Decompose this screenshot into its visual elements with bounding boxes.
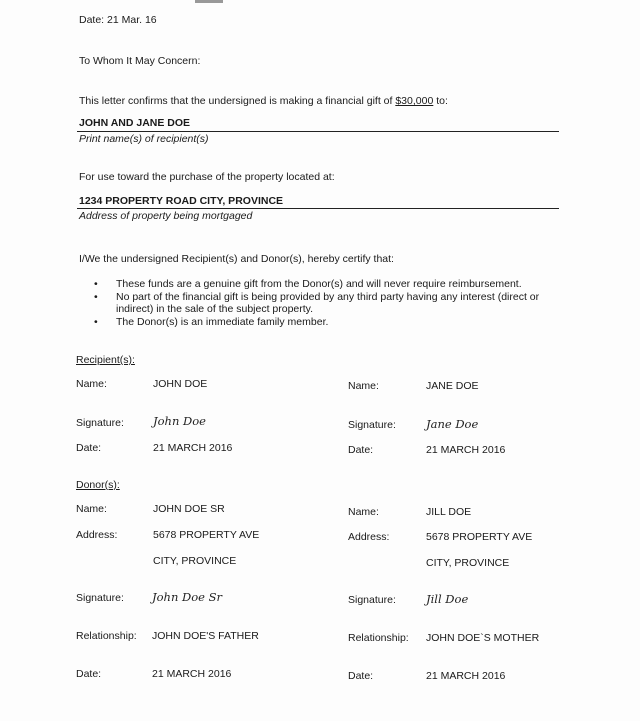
recipient-date-label: Date: <box>348 444 374 456</box>
donors-heading: Donor(s): <box>76 479 120 491</box>
donor-right-relationship: JOHN DOE`S MOTHER <box>426 632 540 644</box>
list-item: • The Donor(s) is an immediate family member. <box>94 316 564 329</box>
certification-list <box>94 278 564 328</box>
donor-left-address-line2: CITY, PROVINCE <box>153 555 237 567</box>
recipient-names-value: JOHN AND JANE DOE <box>79 117 191 129</box>
donor-relationship-label: Relationship: <box>76 630 137 642</box>
recipients-heading: Recipient(s): <box>76 354 135 366</box>
recipient-signature-label: Signature: <box>76 417 124 429</box>
gift-amount: $30,000 <box>395 95 434 107</box>
donor-left-relationship: JOHN DOE'S FATHER <box>152 630 259 642</box>
donor-name-label: Name: <box>76 503 107 515</box>
gift-statement <box>79 95 448 107</box>
recipient-left-name: JOHN DOE <box>153 378 208 390</box>
donor-name-label: Name: <box>348 506 379 518</box>
letter-date: Date: 21 Mar. 16 <box>79 14 157 26</box>
donor-left-date: 21 MARCH 2016 <box>152 668 232 680</box>
salutation: To Whom It May Concern: <box>79 55 201 67</box>
recipient-signature-label: Signature: <box>348 419 396 431</box>
recipient-left-signature: John Doe <box>153 414 206 428</box>
recipient-name-label: Name: <box>76 378 107 390</box>
property-address-value: 1234 PROPERTY ROAD CITY, PROVINCE <box>79 195 284 207</box>
donor-signature-label: Signature: <box>76 592 124 604</box>
recipient-right-date: 21 MARCH 2016 <box>426 444 506 456</box>
recipient-left-date: 21 MARCH 2016 <box>153 442 233 454</box>
property-intro: For use toward the purchase of the property located at: <box>79 171 335 183</box>
property-address-rule <box>77 208 559 209</box>
recipient-name-label: Name: <box>348 380 379 392</box>
donor-right-address-line2: CITY, PROVINCE <box>426 557 510 569</box>
donor-date-label: Date: <box>348 670 374 682</box>
gift-statement-prefix: This letter confirms that the undersigned is making a financial gift of <box>79 95 396 107</box>
gift-statement-suffix: to: <box>433 95 448 107</box>
recipient-names-rule <box>77 131 559 132</box>
recipient-date-label: Date: <box>76 442 102 454</box>
donor-right-name: JILL DOE <box>426 506 472 518</box>
donor-relationship-label: Relationship: <box>348 632 409 644</box>
recipient-right-signature: Jane Doe <box>426 417 479 431</box>
donor-right-date: 21 MARCH 2016 <box>426 670 506 682</box>
donor-signature-label: Signature: <box>348 594 396 606</box>
donor-address-label: Address: <box>348 531 390 543</box>
header-mark <box>195 0 223 3</box>
donor-left-address-line1: 5678 PROPERTY AVE <box>153 529 260 541</box>
list-item: • These funds are a genuine gift from the Donor(s) and will never require reimbursement. <box>94 278 564 291</box>
recipient-right-name: JANE DOE <box>426 380 479 392</box>
donor-left-name: JOHN DOE SR <box>153 503 225 515</box>
donor-address-label: Address: <box>76 529 118 541</box>
donor-date-label: Date: <box>76 668 102 680</box>
certify-line: I/We the undersigned Recipient(s) and Donor(s), hereby certify that: <box>79 253 394 265</box>
donor-right-signature: Jill Doe <box>426 592 469 606</box>
property-address-caption: Address of property being mortgaged <box>79 210 253 222</box>
list-item: • No part of the financial gift is being provided by any third party having any interest (direct or indirect) in the sale of the subject property. <box>94 291 564 316</box>
recipient-names-caption: Print name(s) of recipient(s) <box>79 133 209 145</box>
donor-right-address-line1: 5678 PROPERTY AVE <box>426 531 533 543</box>
donor-left-signature: John Doe Sr <box>152 590 222 604</box>
